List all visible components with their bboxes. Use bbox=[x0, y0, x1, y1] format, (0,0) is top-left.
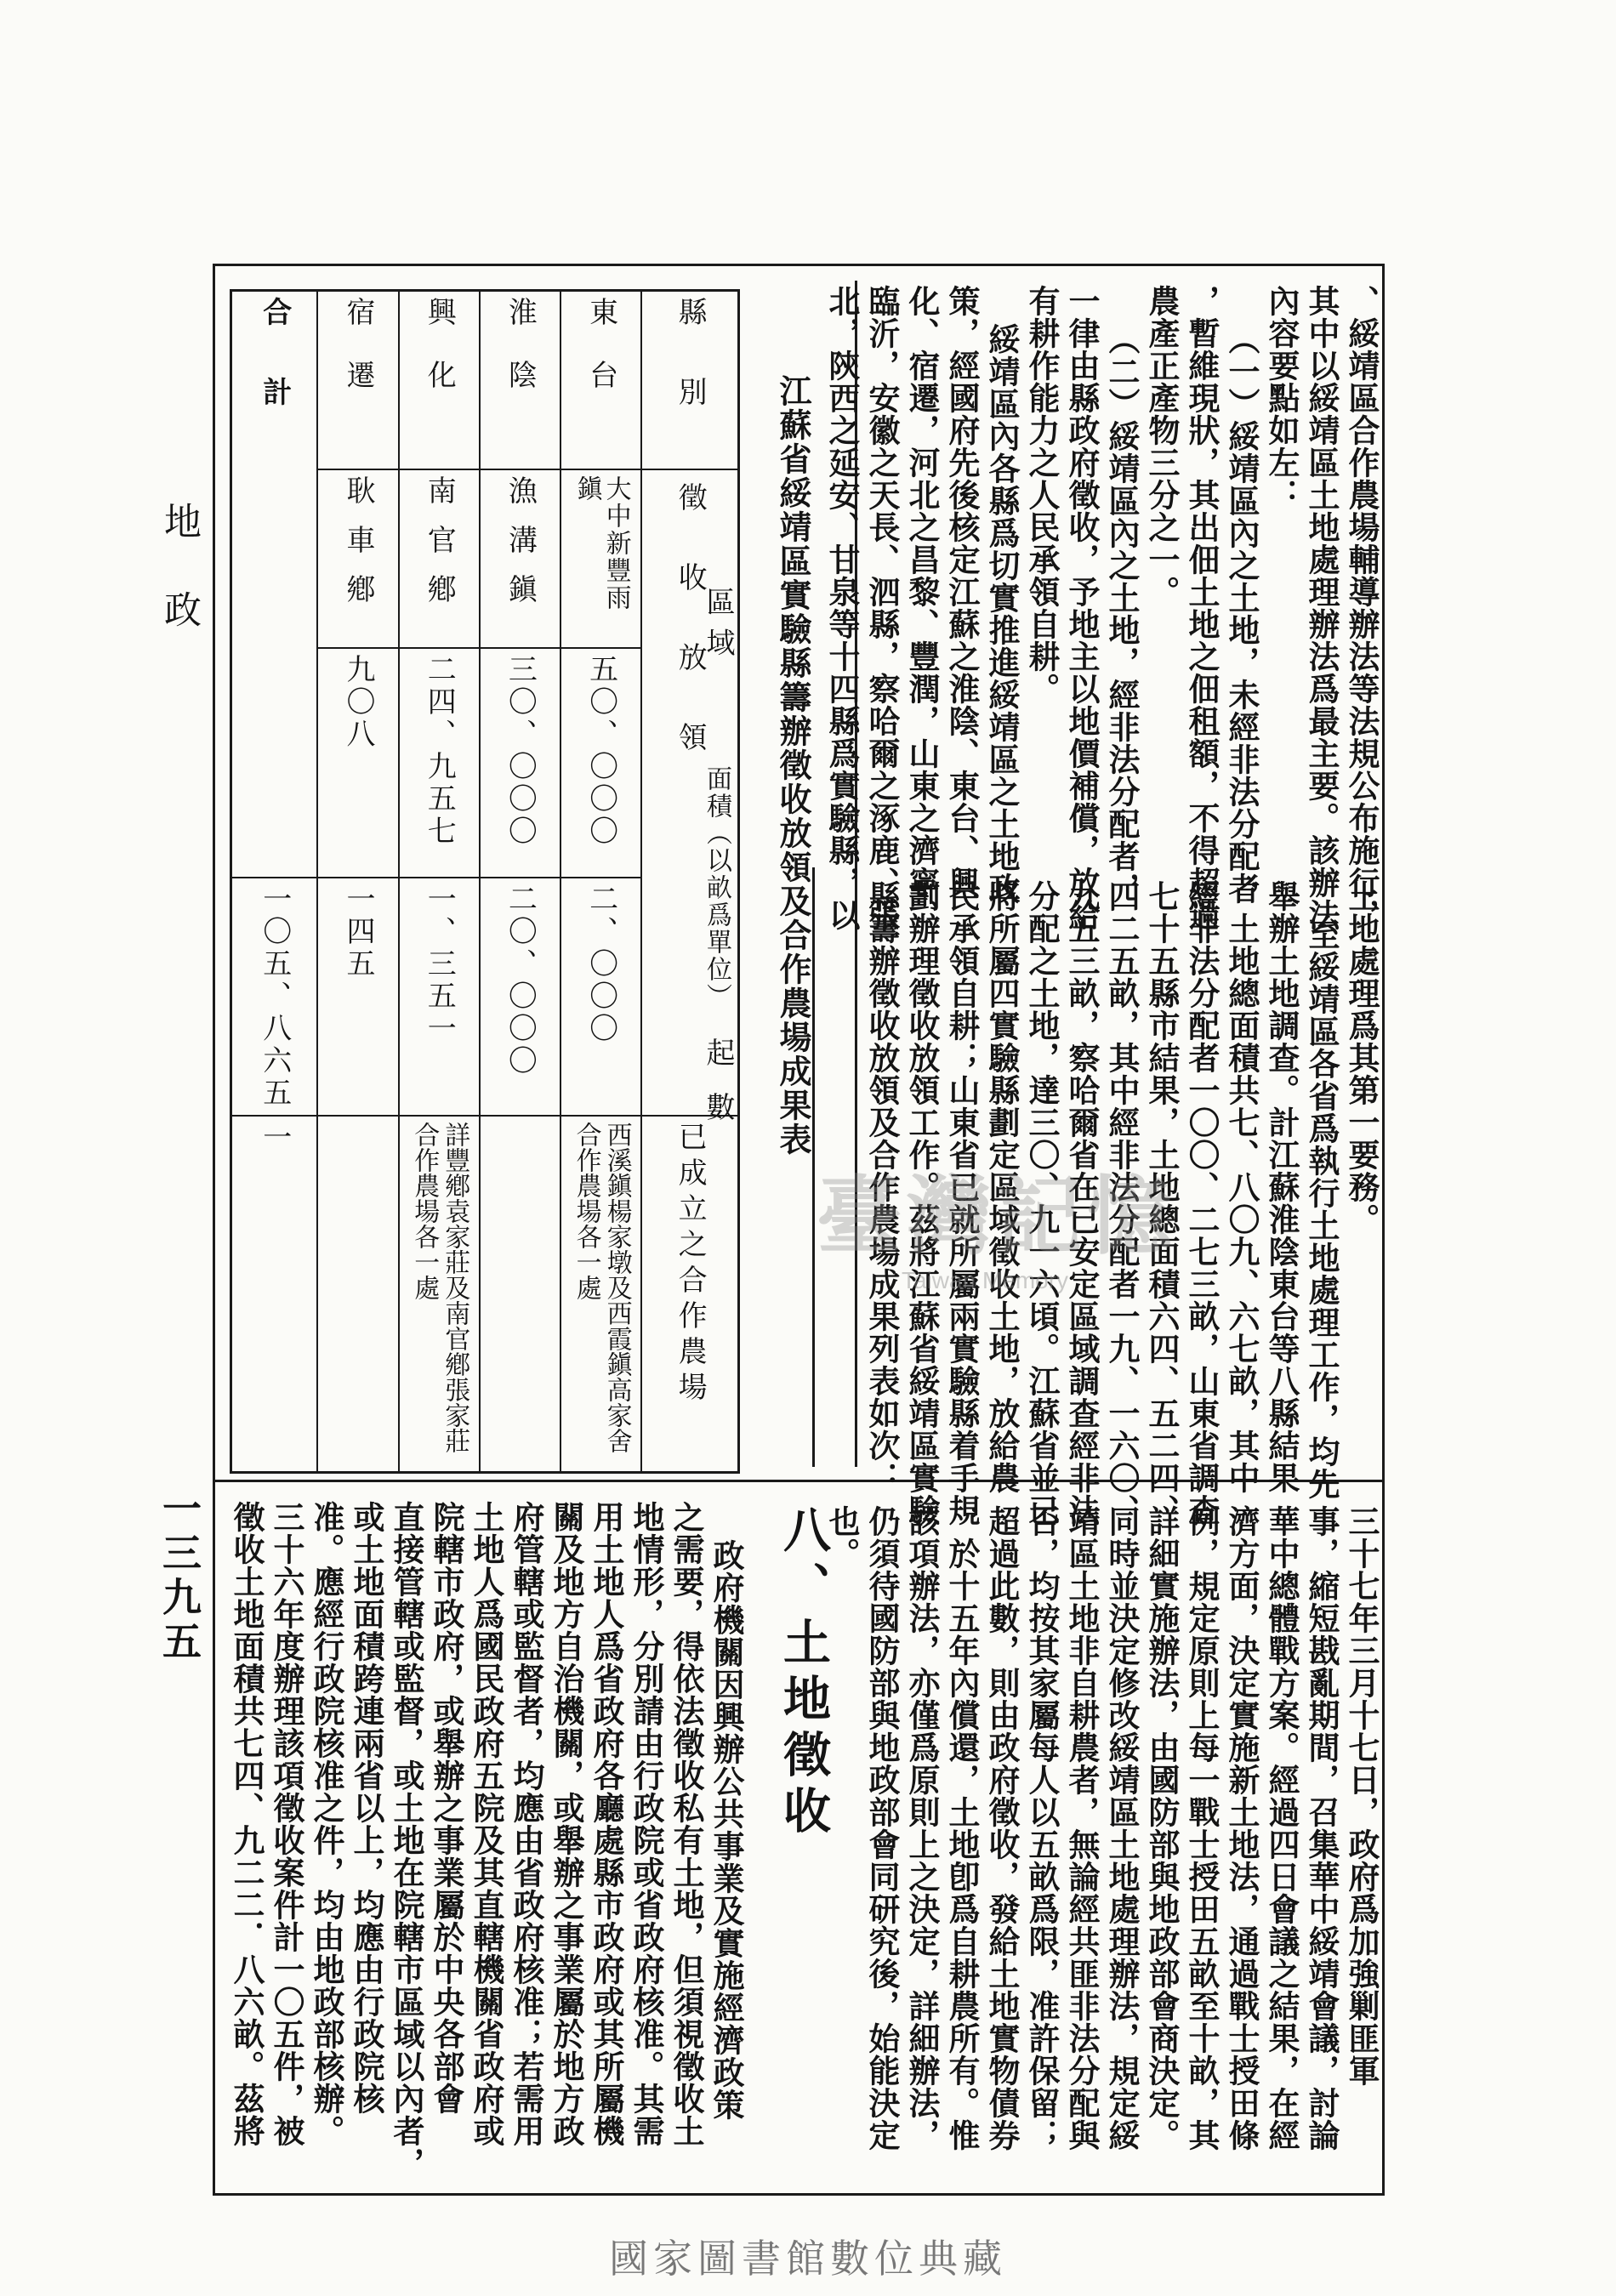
top-middle-line: 經非法分配者一〇〇、二七三畝，山東省調查 bbox=[1183, 880, 1221, 1526]
top-middle-line: 分配之土地，達三〇、九一六頃。江蘇省並已 bbox=[1023, 880, 1061, 1526]
bottom-right-line: 例，規定原則上每一戰士授田五畝至十畝，其 bbox=[1183, 1505, 1221, 2151]
farms-cell bbox=[480, 1116, 560, 1473]
total-farms-cell: 一 bbox=[231, 1116, 318, 1473]
area-cell: 漁溝鎭 bbox=[480, 469, 560, 648]
bottom-right-line: 仍須待國防部與地政部會同研究後，始能決定 bbox=[863, 1505, 901, 2151]
top-right-line: 北，陝西之延安、甘泉等十四縣爲實驗縣，以 bbox=[823, 285, 861, 931]
top-middle-line: ，土地總面積共七、八〇九、六七畝，其中 bbox=[1223, 880, 1260, 1494]
header-group: 徵收放領 bbox=[673, 481, 708, 802]
bottom-left-line: 之需要，得依法徵收私有土地，但須視徵收土 bbox=[668, 1501, 705, 2147]
top-right-line: 一律由縣政府徵收，予地主以地價補償，放給 bbox=[1063, 285, 1101, 931]
top-middle-line: 將所屬四實驗縣劃定區域徵收土地，放給農 bbox=[983, 880, 1021, 1494]
top-right-line: 、綏靖區合作農場輔導辦法等法規公布施行， bbox=[1343, 285, 1380, 931]
total-acreage-cell: 一〇五、八六五 bbox=[231, 878, 318, 1116]
farms-cell: 詳豐鄕袁家莊及南官鄕張家莊合作農場各一處 bbox=[399, 1116, 480, 1473]
bottom-right-line: 也。 bbox=[823, 1505, 861, 1570]
header-farms: 已成立之合作農場 bbox=[641, 1116, 738, 1473]
footer-credit: 國家圖書館數位典藏 bbox=[609, 2236, 1007, 2282]
county-cell: 淮陰 bbox=[480, 291, 560, 469]
top-right-line: （一）綏靖區內之土地，未經非法分配者 bbox=[1223, 323, 1260, 905]
acreage-cell: 九〇八 bbox=[317, 648, 398, 878]
top-right-line: 其中以綏靖區土地處理辦法爲最主要。該辦法 bbox=[1303, 285, 1340, 931]
area-cell: 耿車鄕 bbox=[317, 469, 398, 648]
header-area: 區域 bbox=[701, 587, 735, 668]
running-head: 地政 bbox=[157, 502, 201, 679]
top-right-line: 農產正產物三分之一。 bbox=[1143, 285, 1181, 608]
bottom-left-line: 准。應經行政院核准之件，均由地政部核辦。 bbox=[308, 1501, 345, 2147]
bottom-right-line: 詳細實施辦法，由國防部與地政部會商決定。 bbox=[1143, 1505, 1181, 2151]
farms-cell: 西溪鎭楊家墩及西霞鎭高家舍合作農場各一處 bbox=[560, 1116, 641, 1473]
table-caption: 江蘇省綏靖區實驗縣籌辦徵收放領及合作農場成果表 bbox=[774, 374, 812, 1157]
count-cell: 一四五 bbox=[317, 878, 398, 1116]
bottom-right-line: 否，均按其家屬每人以五畝爲限，准許保留； bbox=[1023, 1505, 1061, 2151]
bottom-left-line: 用土地人爲省政府各廳處縣市政府或其所屬機 bbox=[588, 1501, 625, 2147]
bottom-left-line: 院轄市政府，或舉辦之事業屬於中央各部會 bbox=[428, 1501, 465, 2115]
bottom-right-line: 事，縮短戡亂期間，召集華中綏靖會議，討論 bbox=[1303, 1505, 1340, 2151]
top-middle-line: 至綏靖區各省爲執行土地處理工作，均先 bbox=[1303, 918, 1340, 1500]
bottom-left-line: 政府機關因興辦公共事業及實施經濟政策 bbox=[708, 1539, 745, 2121]
bottom-left-line: 三十六年度辦理該項徵收案件計一〇五件，被 bbox=[268, 1501, 305, 2147]
county-cell: 興化 bbox=[399, 291, 480, 469]
area-cell: 大中新豐雨鎭 bbox=[560, 469, 641, 648]
bottom-right-line: ，於十五年內償還，土地卽爲自耕農所有。惟 bbox=[943, 1505, 981, 2151]
bottom-left-line: 徵收土地面積共七四、九二二．八六畝。茲將 bbox=[228, 1501, 265, 2147]
bottom-left-line: 或土地面積跨連兩省以上，均應由行政院核 bbox=[348, 1501, 385, 2115]
bottom-right-line: 同時並決定修改綏靖區土地處理辦法，規定綏 bbox=[1103, 1505, 1141, 2151]
count-cell: 二、〇〇〇 bbox=[560, 878, 641, 1116]
bottom-right-line: 該項辦法，亦僅爲原則上之決定，詳細辦法， bbox=[903, 1505, 941, 2151]
watermark-subtitle: Taiwan Memory bbox=[902, 1267, 1069, 1293]
page-number: 一三九五 bbox=[156, 1488, 202, 1665]
top-middle-line: 民承領自耕；山東省已就所屬兩實驗縣着手規 bbox=[943, 880, 981, 1526]
section-title: 八、土地徵收 bbox=[776, 1505, 832, 1842]
bottom-left-line: 地情形，分別請由行政院或省政府核准。其需 bbox=[628, 1501, 665, 2147]
top-right-line: ，暫維現狀，其出佃土地之佃租額，不得超過 bbox=[1183, 285, 1221, 931]
total-label-cell: 合計 bbox=[231, 291, 318, 878]
top-right-line: 綏靖區內各縣爲切實推進綏靖區之土地政 bbox=[983, 323, 1021, 905]
county-cell: 宿遷 bbox=[317, 291, 398, 469]
top-right-line: 內容要點如左： bbox=[1263, 285, 1300, 511]
county-cell: 東台 bbox=[560, 291, 641, 469]
acreage-cell: 三〇、〇〇〇 bbox=[480, 648, 560, 878]
bottom-right-line: 超過此數，則由政府徵收，發給土地實物債券 bbox=[983, 1505, 1021, 2151]
top-right-line: 策，經國府先後核定江蘇之淮陰、東台、興 bbox=[943, 285, 981, 899]
farms-cell bbox=[317, 1116, 398, 1473]
results-table bbox=[230, 289, 740, 1474]
area-cell: 南官鄕 bbox=[399, 469, 480, 648]
acreage-cell: 五〇、〇〇〇 bbox=[560, 648, 641, 878]
bottom-left-line: 直接管轄或監督，或土地在院轄市區域以內者， bbox=[388, 1501, 425, 2179]
header-county: 縣別 bbox=[641, 291, 738, 469]
count-cell: 二〇、〇〇〇 bbox=[480, 878, 560, 1116]
top-right-line: （二）綏靖區內之土地，經非法分配者， bbox=[1103, 323, 1141, 905]
top-middle-line: 劃辦理徵收放領工作。茲將江蘇省綏靖區實驗 bbox=[903, 880, 941, 1526]
top-middle-line: 四二五畝，其中經非法分配者一九、一六〇、 bbox=[1103, 880, 1141, 1526]
bottom-left-line: 土地人爲國民政府五院及其直轄機關省政府或 bbox=[468, 1501, 505, 2147]
watermark: 臺灣記憶 bbox=[817, 1166, 1177, 1266]
top-middle-line: 舉辦土地調查。計江蘇淮陰東台等八縣結果 bbox=[1263, 880, 1300, 1494]
count-cell: 一、三五一 bbox=[399, 878, 480, 1116]
top-middle-line: 土地處理爲其第一要務。 bbox=[1343, 880, 1380, 1236]
top-middle-line: 九五三畝，察哈爾省在已安定區域調查經非法 bbox=[1063, 880, 1101, 1526]
header-count: 起數 bbox=[701, 1037, 735, 1146]
top-right-line: 有耕作能力之人民承領自耕。 bbox=[1023, 285, 1061, 705]
top-middle-line: 七十五縣市結果，土地總面積六四、五二四、 bbox=[1143, 880, 1181, 1526]
bottom-left-line: 關及地方自治機關，或舉辦之事業屬於地方政 bbox=[548, 1501, 585, 2147]
bottom-right-line: 靖區土地非自耕農者，無論經共匪非法分配與 bbox=[1063, 1505, 1101, 2151]
top-right-line: 臨沂，安徽之天長、泗縣，察哈爾之涿鹿、張 bbox=[863, 285, 901, 931]
top-right-line: 化、宿遷，河北之昌黎、豐潤，山東之濟寧、 bbox=[903, 285, 941, 931]
bottom-right-line: 濟方面，決定實施新土地法，通過戰士授田條 bbox=[1223, 1505, 1260, 2151]
top-middle-line: 縣籌辦徵收放領及合作農場成果列表如次： bbox=[863, 880, 901, 1494]
header-acreage: 面積（以畝爲單位） bbox=[702, 765, 731, 1010]
bottom-right-line: 三十七年三月十七日，政府爲加強剿匪軍 bbox=[1343, 1505, 1380, 2087]
acreage-cell: 二四、九五七 bbox=[399, 648, 480, 878]
bottom-right-line: 華中總體戰方案。經過四日會議之結果，在經 bbox=[1263, 1505, 1300, 2151]
bottom-left-line: 府管轄或監督者，均應由省政府核准；若需用 bbox=[508, 1501, 545, 2147]
